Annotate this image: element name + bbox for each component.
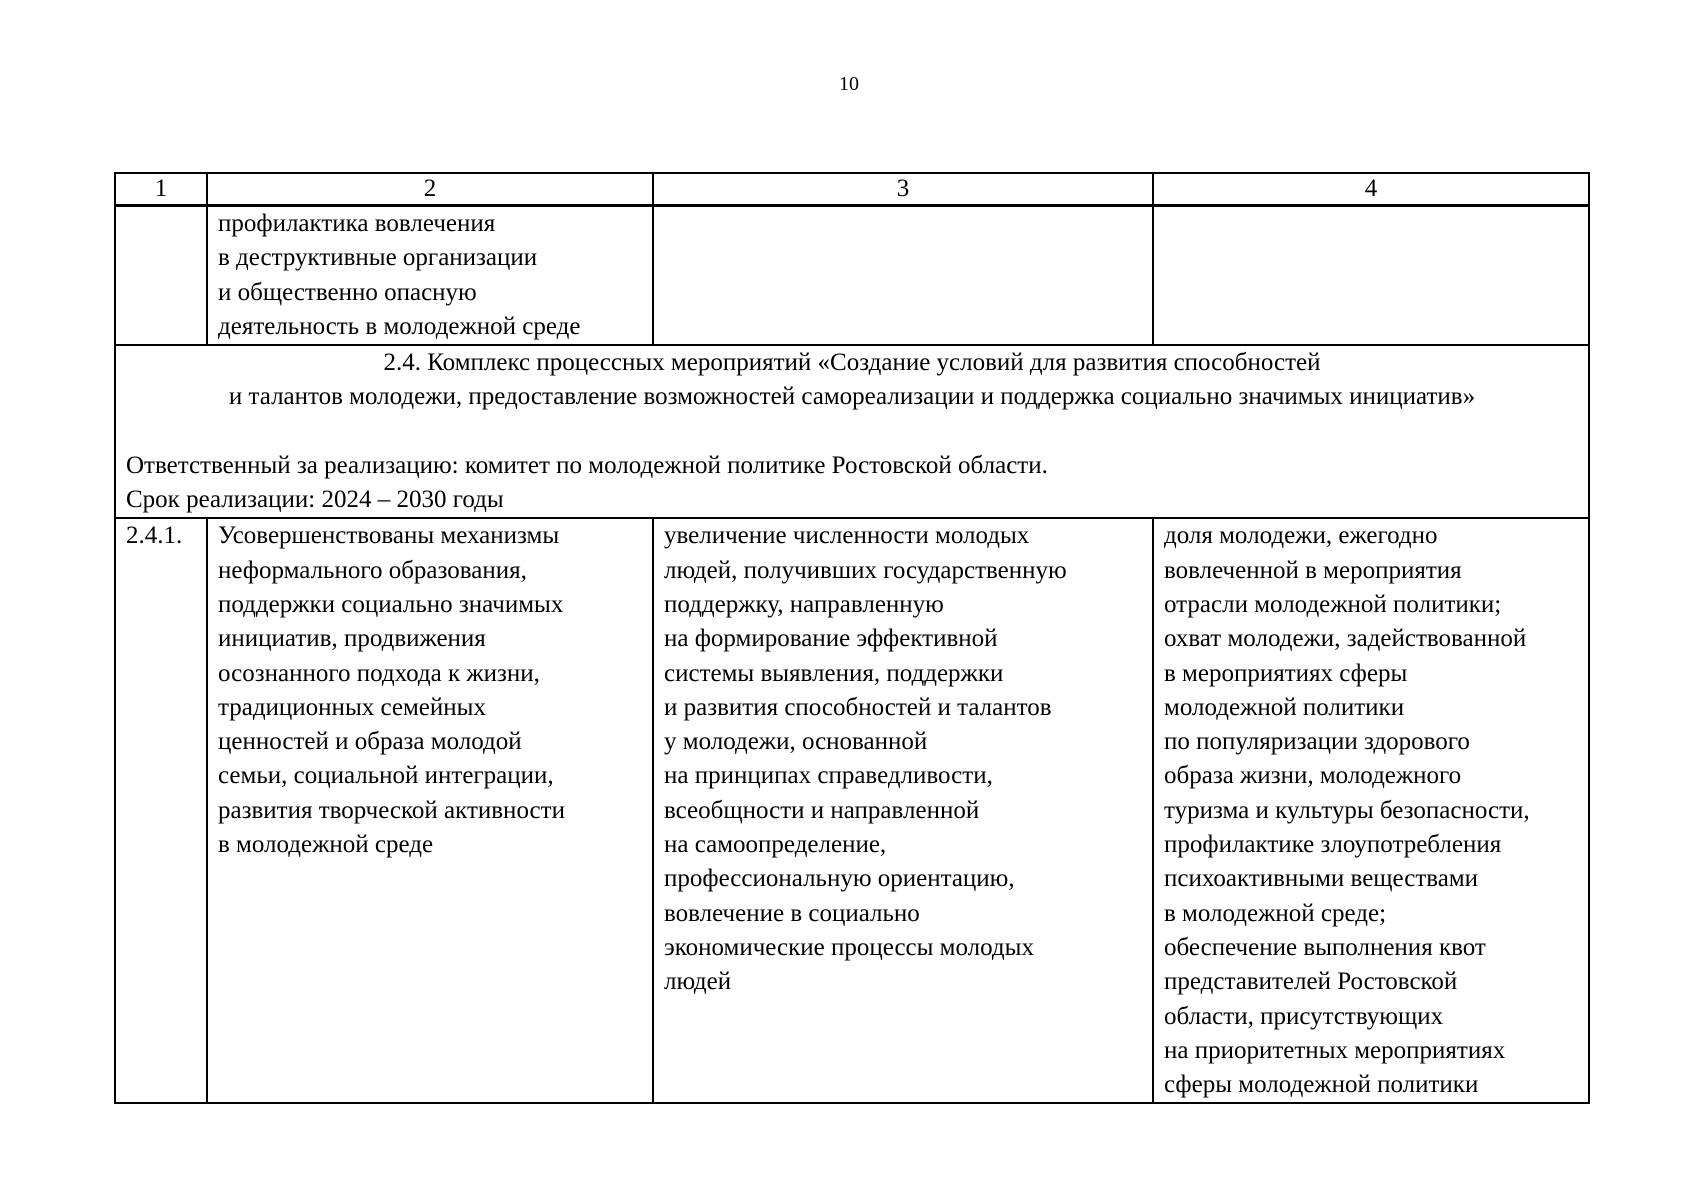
- continuation-number-cell: [115, 206, 207, 346]
- program-table: [114, 172, 1590, 1104]
- continuation-effects-cell: [653, 206, 1153, 346]
- section-title: 2.4. Комплекс процессных мероприятий «Создание условий для развития способностей и талантов молодежи, предоставление возможностей самореализации и поддержка социально значимых инициатив»: [228, 349, 1476, 411]
- table-row: [115, 518, 1589, 1103]
- row-task-cell: Усовершенствованы механизмы неформального образования, поддержки социально значимых инициатив, продвижения осознанного подхода к жизни, традиционных семейных ценностей и образа молодой семьи, социальной интеграции, развития творческой активности в молодежной среде: [207, 518, 653, 1103]
- continuation-indicators-cell: [1153, 206, 1589, 346]
- section-period: Срок реализации: 2024 – 2030 годы: [126, 486, 504, 514]
- continuation-task-cell: профилактика вовлечения в деструктивные организации и общественно опасную деятельность в молодежной среде: [207, 206, 653, 346]
- column-header-1: 1: [115, 173, 207, 206]
- section-spacer: [126, 415, 1578, 449]
- section-header-cell: [115, 345, 1589, 518]
- section-header-row: [115, 345, 1589, 518]
- section-responsible: Ответственный за реализацию: комитет по молодежной политике Ростовской области.: [126, 451, 1048, 479]
- page-number: 10: [839, 73, 859, 95]
- column-header-3: 3: [653, 173, 1153, 206]
- column-header-2: 2: [207, 173, 653, 206]
- column-header-4: 4: [1153, 173, 1589, 206]
- table-header-row: [115, 173, 1589, 206]
- continuation-row: [115, 206, 1589, 346]
- row-indicators-cell: доля молодежи, ежегодно вовлеченной в мероприятия отрасли молодежной политики; охват молодежи, задействованной в мероприятиях сферы молодежной политики по популяризации здорового образа жизни, молодежного туризма и культуры безопасности, профилактике злоупотребления психоактивными веществами в молодежной среде; обеспечение выполнения квот представителей Ростовской области, присутствующих на приоритетных мероприятиях сферы молодежной политики: [1153, 518, 1589, 1103]
- row-effects-cell: увеличение численности молодых людей, получивших государственную поддержку, направленную на формирование эффективной системы выявления, поддержки и развития способностей и талантов у молодежи, основанной на принципах справедливости, всеобщности и направленной на самоопределение, профессиональную ориентацию, вовлечение в социально экономические процессы молодых людей: [653, 518, 1153, 1103]
- row-number-cell: 2.4.1.: [115, 518, 207, 1103]
